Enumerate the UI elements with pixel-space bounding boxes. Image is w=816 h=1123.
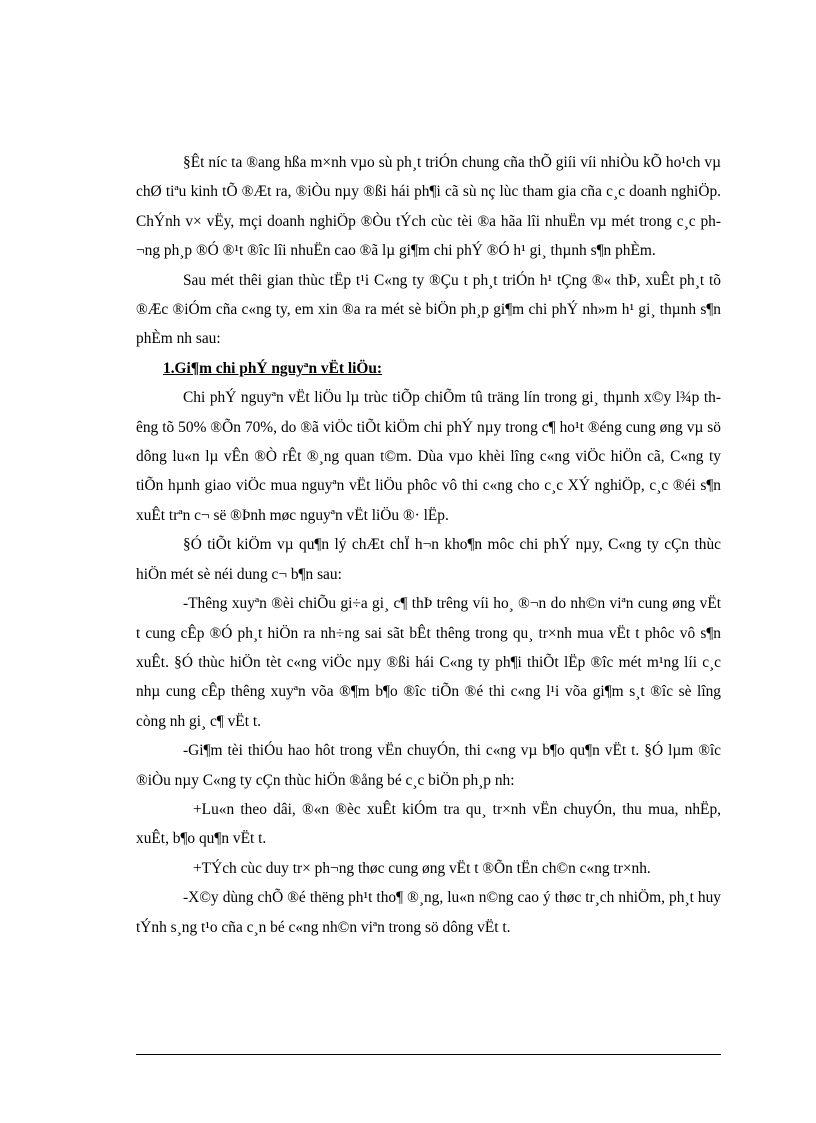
paragraph-price-comparison: -Thêng xuyªn ®èi chiÕu gi÷a gi¸ c¶ thÞ trêng víi ho¸ ®¬n do nh©n viªn cung øng vËt t cung cÊp ®Ó ph¸t hiÖn ra nh÷ng sai sãt bÊt thêng trong qu¸ tr×nh mua vËt t phôc vô s¶n xuÊt. §Ó thùc hiÖn tèt c«ng viÖc nµy ®ßi hái C«ng ty ph¶i thiÕt lËp ®îc mét m¹ng líi c¸c nhµ cung cÊp thêng xuyªn võa ®¶m b¶o ®îc tiÕn ®é thi c«ng l¹i võa gi¶m s¸t ®îc sè lîng còng nh gi¸ c¶ vËt t.: [136, 595, 721, 730]
sub-paragraph-supply: +TÝch cùc duy tr× ph¬ng thøc cung øng vËt t ®Õn tËn ch©n c«ng tr×nh.: [193, 859, 651, 877]
paragraph-saving-measures: §Ó tiÕt kiÖm vµ qu¶n lý chÆt chÏ h¬n kho¶n môc chi phÝ nµy, C«ng ty cÇn thùc hiÖn mét sè néi dung c¬ b¶n sau:: [136, 536, 721, 583]
paragraph-intro: §Êt níc ta ®ang hßa m×nh vµo sù ph¸t triÓn chung cña thÕ giíi víi nhiÒu kÕ ho¹ch vµ chØ tiªu kinh tÕ ®Æt ra, ®iÒu nµy ®ßi hái ph¶i cã sù nç lùc tham gia cña c¸c doanh nghiÖp. ChÝnh v× vËy, mçi doanh nghiÖp ®Òu tÝch cùc tèi ®a hãa lîi nhuËn vµ mét trong c¸c ph¬ng ph¸p ®Ó ®¹t ®îc lîi nhuËn cao ®ã lµ gi¶m chi phÝ ®Ó h¹ gi¸ thµnh s¶n phÈm.: [136, 154, 721, 260]
paragraph-reward-policy: -X©y dùng chÕ ®é thëng ph¹t tho¶ ®¸ng, lu«n n©ng cao ý thøc tr¸ch nhiÖm, ph¸t huy tÝnh s¸ng t¹o cña c¸n bé c«ng nh©n viªn trong sö dông vËt t.: [136, 889, 721, 936]
section-heading: 1.Gi¶m chi phÝ nguyªn vËt liÖu:: [163, 359, 383, 377]
body-text: [136, 148, 721, 942]
sub-paragraph-monitor: +Lu«n theo dâi, ®«n ®èc xuÊt kiÓm tra qu¸ tr×nh vËn chuyÓn, thu mua, nhËp, xuÊt, b¶o qu¶n vËt t.: [136, 800, 721, 848]
paragraph-internship: Sau mét thêi gian thùc tËp t¹i C«ng ty ®Çu t ph¸t triÓn h¹ tÇng ®« thÞ, xuÊt ph¸t tõ ®Æc ®iÓm cña c«ng ty, em xin ®a ra mét sè biÖn ph¸p gi¶m chi phÝ nh»m h¹ gi¸ thµnh s¶n phÈm nh sau:: [136, 271, 721, 348]
paragraph-material-cost: Chi phÝ nguyªn vËt liÖu lµ trùc tiÕp chiÕm tû träng lín trong gi¸ thµnh x©y l¾p thêng tõ 50% ®Õn 70%, do ®ã viÖc tiÕt kiÖm chi phÝ nµy trong c¶ ho¹t ®éng cung øng vµ sö dông lu«n lµ vÊn ®Ò rÊt ®¸ng quan t©m. Dùa vµo khèi lîng c«ng viÖc hiÖn cã, C«ng ty tiÕn hµnh giao viÖc mua nguyªn vËt liÖu phôc vô thi c«ng cho c¸c XÝ nghiÖp, c¸c ®éi s¶n xuÊt trªn c¬ së ®Þnh møc nguyªn vËt liÖu ®· lËp.: [136, 389, 721, 524]
paragraph-reduce-loss: -Gi¶m tèi thiÓu hao hôt trong vËn chuyÓn, thi c«ng vµ b¶o qu¶n vËt t. §Ó lµm ®îc ®iÒu nµy C«ng ty cÇn thùc hiÖn ®ång bé c¸c biÖn ph¸p nh:: [136, 742, 721, 789]
footer-divider: [136, 1054, 721, 1055]
